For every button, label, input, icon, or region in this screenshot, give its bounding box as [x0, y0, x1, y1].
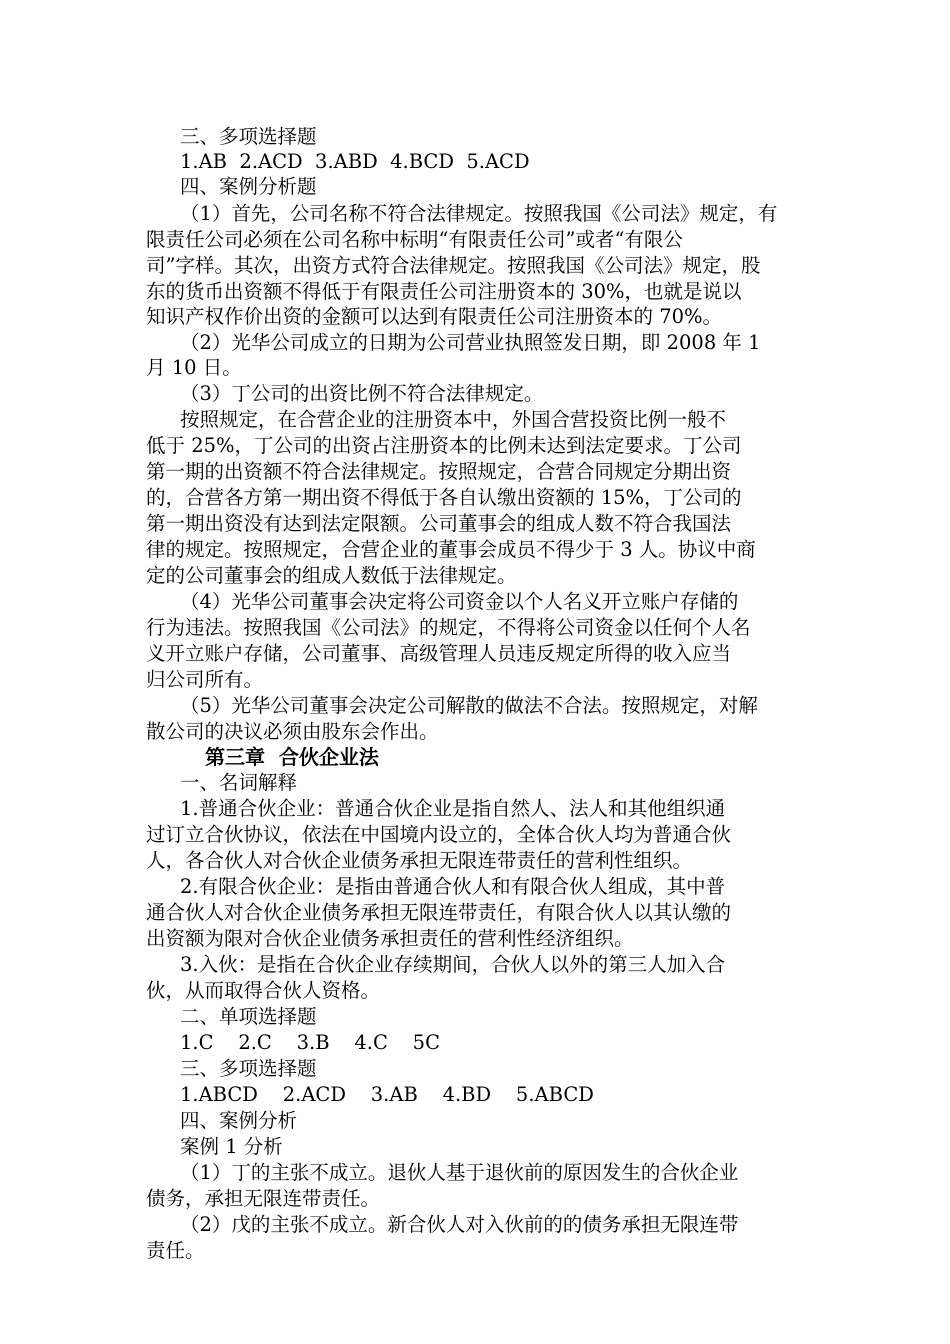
answer-line: 1.C 2.C 3.B 4.C 5C — [180, 1031, 441, 1054]
paragraph-line: 东的货币出资额不得低于有限责任公司注册资本的 30%，也就是说以 — [146, 280, 742, 303]
paragraph-line: （4）光华公司董事会决定将公司资金以个人名义开立账户存储的 — [180, 590, 739, 613]
paragraph-line: 第一期出资没有达到法定限额。公司董事会的组成人数不符合我国法 — [146, 512, 732, 535]
paragraph-line: 限责任公司必须在公司名称中标明“有限责任公司”或者“有限公 — [146, 228, 683, 251]
paragraph-line: 1.普通合伙企业：普通合伙企业是指自然人、法人和其他组织通 — [180, 797, 726, 820]
paragraph-line: （2）光华公司成立的日期为公司营业执照签发日期，即 2008 年 1 — [180, 331, 761, 354]
paragraph-line: （2）戊的主张不成立。新合伙人对入伙前的的债务承担无限连带 — [180, 1213, 739, 1236]
paragraph-line: 出资额为限对合伙企业债务承担责任的营利性经济组织。 — [146, 927, 634, 950]
answer-line: 1.ABCD 2.ACD 3.AB 4.BD 5.ABCD — [180, 1083, 594, 1106]
paragraph-line: （1）首先，公司名称不符合法律规定。按照我国《公司法》规定，有 — [180, 202, 778, 225]
paragraph-line: 人，各合伙人对合伙企业债务承担无限连带责任的营利性组织。 — [146, 849, 693, 872]
paragraph-line: 责任。 — [146, 1239, 205, 1262]
paragraph-line: （3）丁公司的出资比例不符合法律规定。 — [180, 382, 544, 405]
paragraph-line: 通合伙人对合伙企业债务承担无限连带责任，有限合伙人以其认缴的 — [146, 901, 732, 924]
paragraph-line: 第一期的出资额不符合法律规定。按照规定，合营合同规定分期出资 — [146, 460, 732, 483]
paragraph-line: 债务，承担无限连带责任。 — [146, 1187, 381, 1210]
heading-multiple-choice: 三、多项选择题 — [180, 125, 317, 148]
heading-case-analysis: 四、案例分析题 — [180, 175, 317, 198]
answer-line: 1.AB 2.ACD 3.ABD 4.BCD 5.ACD — [180, 150, 530, 173]
chapter-title: 第三章 合伙企业法 — [205, 745, 379, 769]
paragraph-line: 散公司的决议必须由股东会作出。 — [146, 720, 439, 743]
paragraph-line: 的，合营各方第一期出资不得低于各自认缴出资额的 15%，丁公司的 — [146, 486, 742, 509]
paragraph-line: （1）丁的主张不成立。退伙人基于退伙前的原因发生的合伙企业 — [180, 1161, 739, 1184]
heading-case-analysis: 四、案例分析 — [180, 1109, 298, 1132]
paragraph-line: 2.有限合伙企业：是指由普通合伙人和有限合伙人组成，其中普 — [180, 875, 726, 898]
heading-terms: 一、名词解释 — [180, 771, 298, 794]
paragraph-line: 司”字样。其次，出资方式符合法律规定。按照我国《公司法》规定，股 — [146, 254, 761, 277]
paragraph-line: 过订立合伙协议，依法在中国境内设立的，全体合伙人均为普通合伙 — [146, 823, 732, 846]
paragraph-line: （5）光华公司董事会决定公司解散的做法不合法。按照规定，对解 — [180, 694, 758, 717]
paragraph-line: 按照规定，在合营企业的注册资本中，外国合营投资比例一般不 — [180, 408, 727, 431]
paragraph-line: 3.入伙：是指在合伙企业存续期间，合伙人以外的第三人加入合 — [180, 953, 726, 976]
paragraph-line: 归公司所有。 — [146, 668, 264, 691]
case-title: 案例 1 分析 — [180, 1135, 283, 1158]
paragraph-line: 义开立账户存储，公司董事、高级管理人员违反规定所得的收入应当 — [146, 642, 732, 665]
paragraph-line: 知识产权作价出资的金额可以达到有限责任公司注册资本的 70%。 — [146, 305, 723, 328]
paragraph-line: 月 10 日。 — [146, 356, 242, 379]
paragraph-line: 定的公司董事会的组成人数低于法律规定。 — [146, 564, 517, 587]
paragraph-line: 伙，从而取得合伙人资格。 — [146, 979, 381, 1002]
paragraph-line: 律的规定。按照规定，合营企业的董事会成员不得少于 3 人。协议中商 — [146, 538, 756, 561]
paragraph-line: 低于 25%，丁公司的出资占注册资本的比例未达到法定要求。丁公司 — [146, 434, 742, 457]
paragraph-line: 行为违法。按照我国《公司法》的规定，不得将公司资金以任何个人名 — [146, 616, 751, 639]
heading-single-choice: 二、单项选择题 — [180, 1005, 317, 1028]
heading-multiple-choice: 三、多项选择题 — [180, 1057, 317, 1080]
